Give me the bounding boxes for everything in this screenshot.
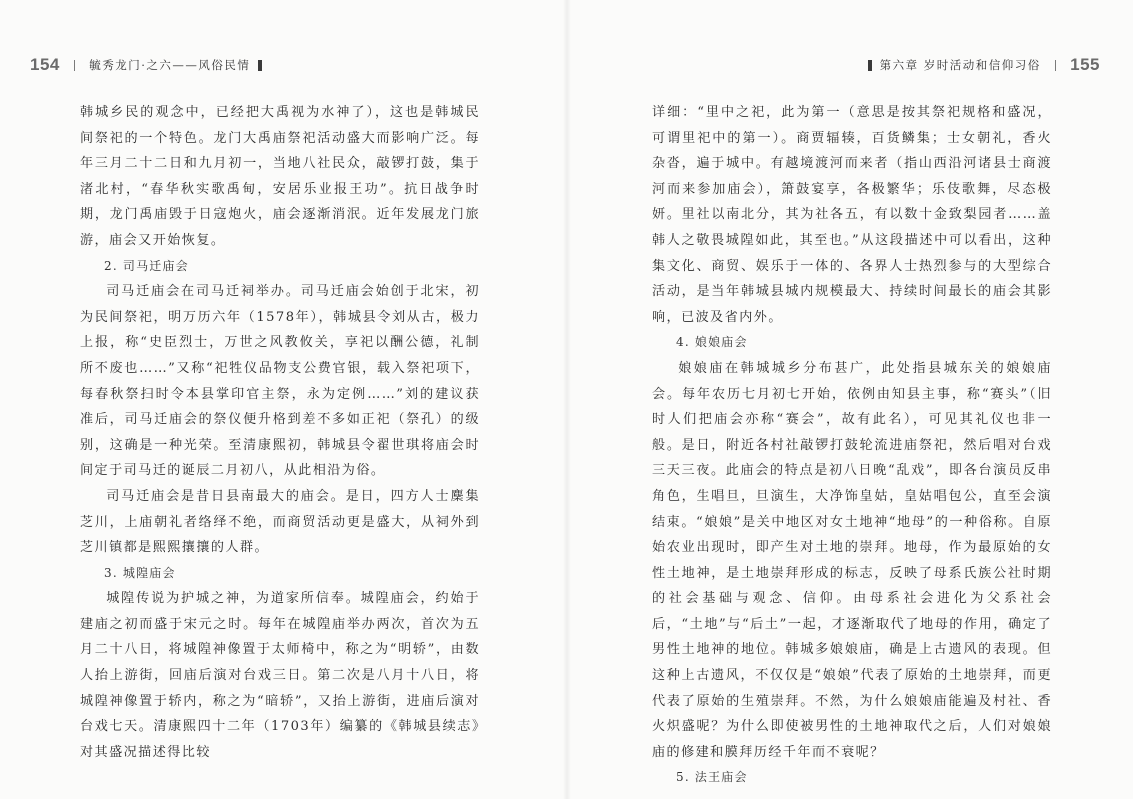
left-page [0,0,566,799]
paragraph: 城隍传说为护城之神，为道家所信奉。城隍庙会，约始于建庙之初而盛于宋元之时。每年在城隍庙举办两次，首次为五月二十八日，将城隍神像置于太师椅中，称之为“明轿”，由数人抬上游街，回庙后演对台戏三日。第二次是八月十八日，将城隍神像置于轿内，称之为“暗轿”，又抬上游街，进庙后演对台戏七天。清康熙四十二年（1703年）编纂的《韩城县续志》对其盛况描述得比较 [80,591,480,760]
left-running-header [30,55,270,75]
header-block-mark [868,60,872,71]
section-heading: 3. 城隍庙会 [104,565,176,580]
section-heading: 5. 法王庙会 [676,770,748,785]
header-separator [74,60,75,71]
right-page-number: 155 [1070,55,1100,74]
right-running-title: 第六章 岁时活动和信仰习俗 [879,58,1041,72]
header-separator [1055,60,1056,71]
paragraph: 韩城乡民的观念中，已经把大禹视为水神了），这也是韩城民间祭祀的一个特色。龙门大禹庙祭祀活动盛大而影响广泛。每年三月二十二日和九月初一，当地八社民众，敲锣打鼓，集于渚北村，“春华秋实歌禹甸，安居乐业报王功”。抗日战争时期，龙门禹庙毁于日寇炮火，庙会逐渐消泯。近年发展龙门旅游，庙会又开始恢复。 [80,105,480,248]
section-heading: 4. 娘娘庙会 [676,335,748,350]
right-page [566,0,1133,799]
paragraph: 娘娘庙在韩城城乡分布甚广，此处指县城东关的娘娘庙会。每年农历七月初七开始，依例由知县主事，称“赛头”（旧时人们把庙会亦称“赛会”，故有此名），可见其礼仪也非一般。是日，附近各村社敲锣打鼓轮流进庙祭祀，然后唱对台戏三天三夜。此庙会的特点是初八日晚“乱戏”，即各台演员反串角色，生唱旦，旦演生，大净饰皇姑，皇姑唱包公，直至会演结束。“娘娘”是关中地区对女土地神“地母”的一种俗称。自原始农业出现时，即产生对土地的崇拜。地母，作为最原始的女性土地神，是土地崇拜形成的标志，反映了母系氏族公社时期的社会基础与观念、信仰。由母系社会进化为父系社会后，“土地”与“后土”一起，才逐渐取代了地母的作用，确定了男性土地神的地位。韩城多娘娘庙，确是上古遗风的表现。但这种上古遗风，不仅仅是“娘娘”代表了原始的土地崇拜，而更代表了原始的生殖崇拜。不然，为什么娘娘庙能遍及村社、香火炽盛呢？为什么即使被男性的土地神取代之后，人们对娘娘庙的修建和膜拜历经千年而不衰呢？ [652,360,1052,760]
left-running-title: 毓秀龙门·之六——风俗民情 [89,58,251,72]
paragraph: 详细：“里中之祀，此为第一（意思是按其祭祀规格和盛况，可谓里祀中的第一）。商贾辐辏，百货鳞集；士女朝礼，香火杂沓，遍于城中。有越境渡河而来者（指山西沿河诸县士商渡河而来参加庙会），箫鼓宴享，各极繁华；乐伎歌舞，尽态极妍。里社以南北分，其为社各五，有以数十金致梨园者……盖韩人之敬畏城隍如此，其至也。”从这段描述中可以看出，这种集文化、商贸、娱乐于一体的、各界人士热烈参与的大型综合活动，是当年韩城县城内规模最大、持续时间最长的庙会其影响，已波及省内外。 [652,105,1052,325]
section-heading: 2. 司马迁庙会 [104,258,189,273]
left-page-body [80,100,480,765]
paragraph: 司马迁庙会在司马迁祠举办。司马迁庙会始创于北宋，初为民间祭祀，明万历六年（1578年），韩城县令刘从古，极力上报，称“史臣烈士，万世之风教攸关，享祀以酬公德，礼制所不废也……”又称“祀牲仪品物支公费官银，载入祭祀项下，每春秋祭扫时令本县掌印官主祭，永为定例……”刘的建议获准后，司马迁庙会的祭仪便升格到差不多如正祀（祭孔）的级别，这确是一种光荣。至清康熙初，韩城县令翟世琪将庙会时间定于司马迁的诞辰二月初八，从此相沿为俗。 [80,284,480,479]
left-page-number: 154 [30,55,60,74]
right-page-body [652,100,1052,791]
header-block-mark [258,60,262,71]
paragraph: 司马迁庙会是昔日县南最大的庙会。是日，四方人士麇集芝川，上庙朝礼者络绎不绝，而商贸活动更是盛大，从祠外到芝川镇都是熙熙攘攘的人群。 [80,488,480,556]
right-running-header [860,55,1100,75]
